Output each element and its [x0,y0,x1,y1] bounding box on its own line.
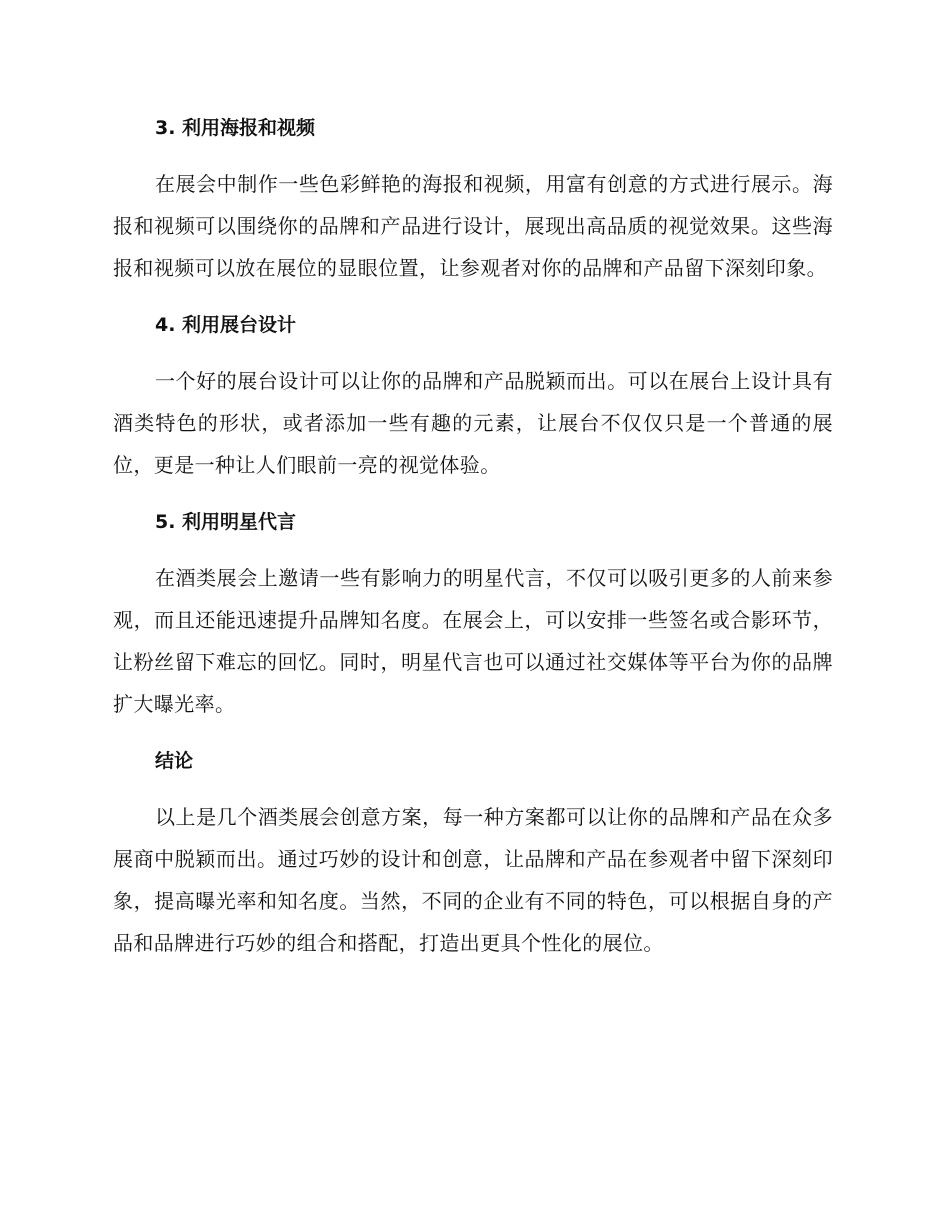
section-paragraph-celebrity-endorsement: 在酒类展会上邀请一些有影响力的明星代言，不仅可以吸引更多的人前来参观，而且还能迅速提升品牌知名度。在展会上，可以安排一些签名或合影环节，让粉丝留下难忘的回忆。同时，明星代言也可以通过社交媒体等平台为你的品牌扩大曝光率。 [113,566,833,716]
section-paragraph-conclusion: 以上是几个酒类展会创意方案，每一种方案都可以让你的品牌和产品在众多展商中脱颖而出。通过巧妙的设计和创意，让品牌和产品在参观者中留下深刻印象，提高曝光率和知名度。当然，不同的企业有不同的特色，可以根据自身的产品和品牌进行巧妙的组合和搭配，打造出更具个性化的展位。 [113,805,833,955]
section-heading-booth-design: 4. 利用展台设计 [155,314,297,336]
section-paragraph-booth-design: 一个好的展台设计可以让你的品牌和产品脱颖而出。可以在展台上设计具有酒类特色的形状，或者添加一些有趣的元素，让展台不仅仅只是一个普通的展位，更是一种让人们眼前一亮的视觉体验。 [113,369,833,477]
section-heading-conclusion: 结论 [155,750,194,772]
section-heading-celebrity-endorsement: 5. 利用明星代言 [155,511,297,533]
section-paragraph-posters-videos: 在展会中制作一些色彩鲜艳的海报和视频，用富有创意的方式进行展示。海报和视频可以围绕你的品牌和产品进行设计，展现出高品质的视觉效果。这些海报和视频可以放在展位的显眼位置，让参观者对你的品牌和产品留下深刻印象。 [113,172,833,280]
document-body [113,110,833,982]
section-heading-posters-videos: 3. 利用海报和视频 [155,117,316,139]
